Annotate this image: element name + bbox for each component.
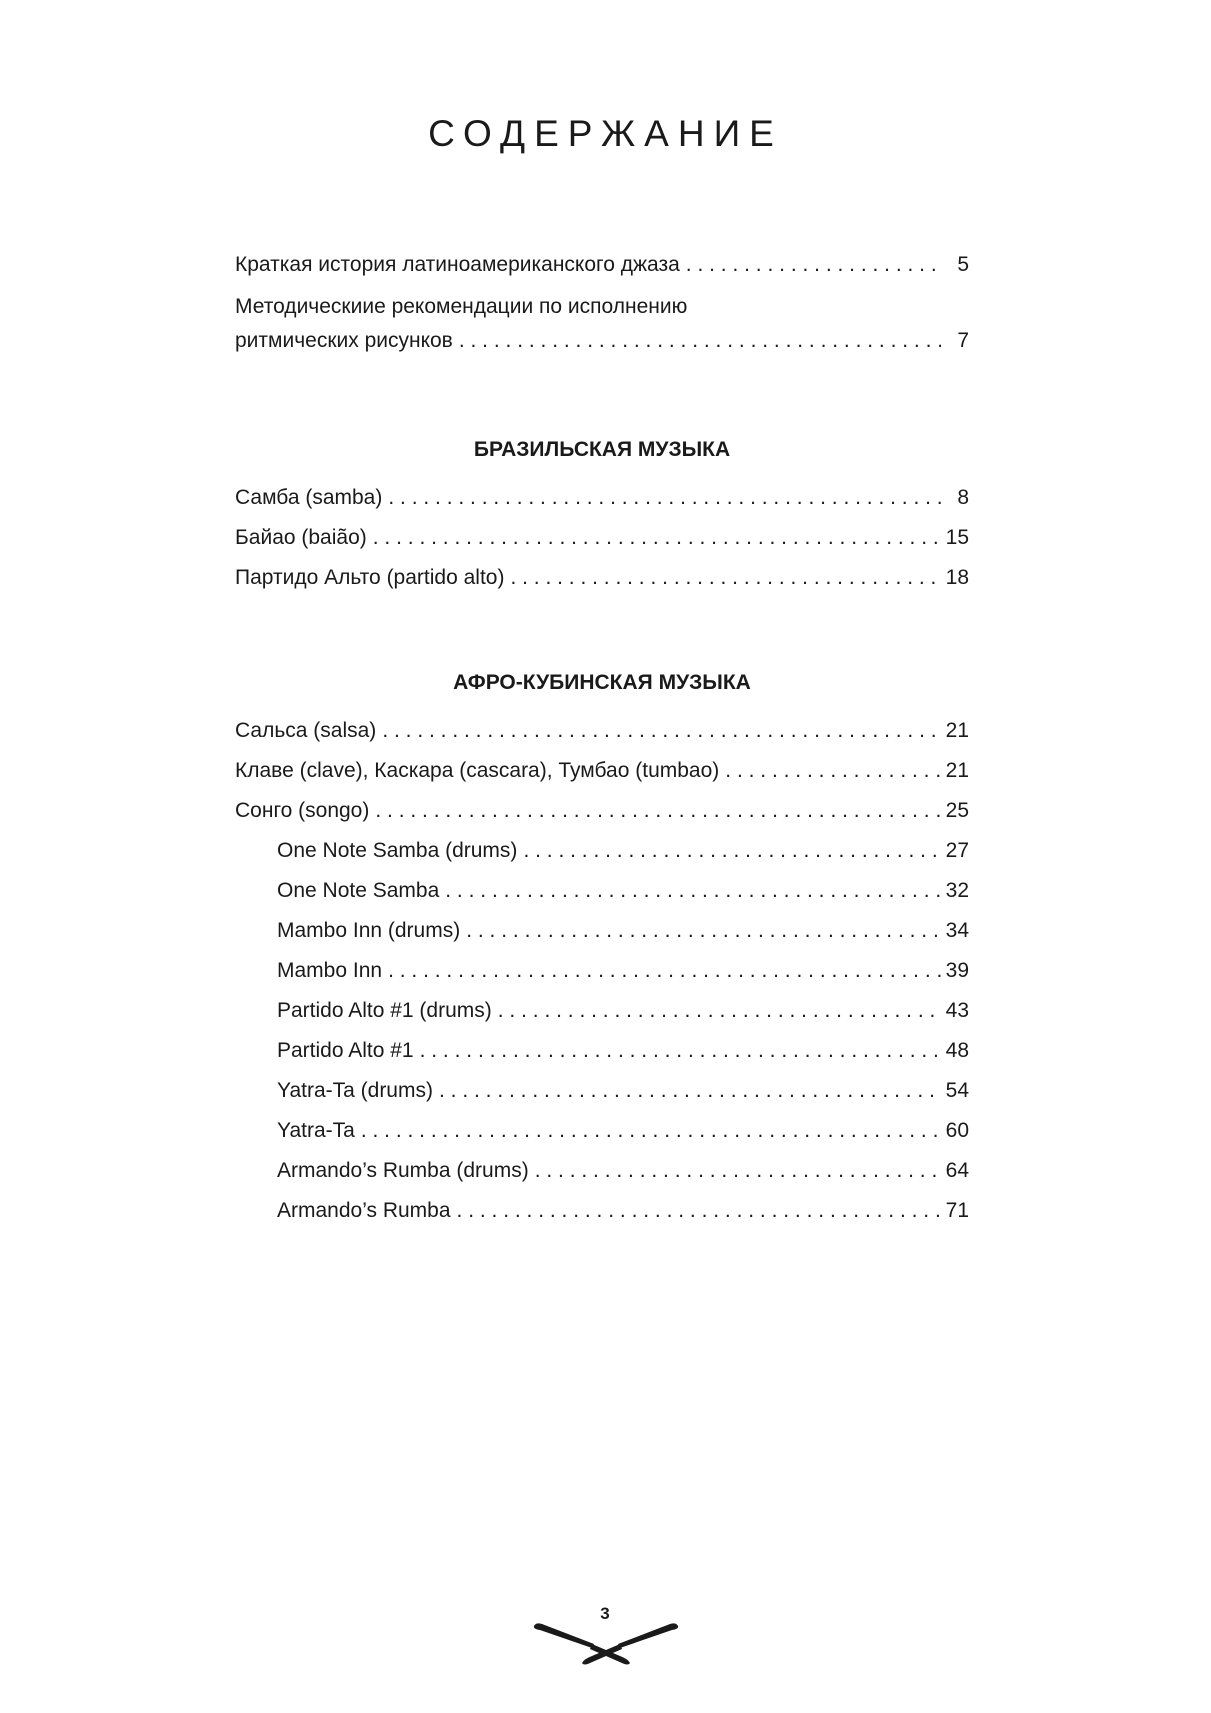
toc-entry-title: Mambo Inn [277, 959, 383, 982]
toc-entry-page: 18 [945, 566, 969, 589]
toc-entry-title: Partido Alto #1 (drums) [277, 999, 492, 1022]
toc-entry-page: 25 [945, 799, 969, 822]
toc-entry[interactable] [235, 565, 969, 605]
toc-entry-line [235, 328, 969, 358]
toc-entry-page: 5 [957, 253, 969, 276]
dot-leader [388, 485, 941, 511]
toc-entry-title: Partido Alto #1 [277, 1039, 414, 1062]
toc-entry-title: Партидо Альто (partido alto) [235, 566, 505, 589]
toc-entry-page: 43 [945, 999, 969, 1022]
dot-leader [457, 1198, 941, 1224]
dot-leader [373, 525, 941, 551]
dot-leader [535, 1158, 941, 1184]
dot-leader [445, 878, 941, 904]
dot-leader [466, 918, 941, 944]
toc-entry-page: 21 [945, 759, 969, 782]
toc-brazil-section [235, 485, 969, 605]
toc-subentry[interactable] [235, 918, 969, 958]
toc-entry-page: 8 [957, 486, 969, 509]
dot-leader [375, 798, 941, 824]
toc-subentry[interactable] [235, 958, 969, 998]
toc-entry-title: Сальса (salsa) [235, 719, 377, 742]
toc-entry-title: Сонго (songo) [235, 799, 370, 822]
toc-subentry[interactable] [235, 838, 969, 878]
toc-entry-page: 34 [945, 919, 969, 942]
toc-entry-page: 71 [945, 1199, 969, 1222]
section-heading-afro-cuban: АФРО-КУБИНСКАЯ МУЗЫКА [453, 671, 751, 694]
toc-entry-page: 39 [945, 959, 969, 982]
toc-entry-title: Клаве (clave), Каскара (cascara), Тумбао (tumbao) [235, 759, 720, 782]
toc-entry-title: Mambo Inn (drums) [277, 919, 461, 942]
toc-entry-page: 64 [945, 1159, 969, 1182]
toc-entry-page: 54 [945, 1079, 969, 1102]
toc-entry-title: Yatra-Ta [277, 1119, 355, 1142]
toc-subentry[interactable] [235, 1118, 969, 1158]
toc-afro-cuban-section [235, 718, 969, 1238]
toc-entry-title: Armando’s Rumba [277, 1199, 451, 1222]
dot-leader [510, 565, 941, 591]
toc-subentry[interactable] [235, 1038, 969, 1078]
toc-entry[interactable] [235, 758, 969, 798]
dot-leader [498, 998, 941, 1024]
page-title: СОДЕРЖАНИЕ [428, 113, 783, 154]
dot-leader [459, 328, 941, 354]
toc-entry-page: 32 [945, 879, 969, 902]
toc-entry[interactable] [235, 294, 969, 358]
toc-entry-title: One Note Samba (drums) [277, 839, 518, 862]
crossed-drumsticks-icon [528, 1608, 684, 1672]
toc-entry-title: Краткая история латиноамериканского джаза [235, 253, 680, 276]
toc-entry-page: 15 [945, 526, 969, 549]
drumstick-left [534, 1623, 630, 1664]
toc-subentry[interactable] [235, 1158, 969, 1198]
toc-entry-title: Методическиие рекомендации по исполнению [235, 295, 688, 318]
toc-entry-page: 60 [945, 1119, 969, 1142]
toc-subentry[interactable] [235, 1198, 969, 1238]
toc-entry[interactable] [235, 525, 969, 565]
toc-entry-page: 21 [945, 719, 969, 742]
toc-subentry[interactable] [235, 1078, 969, 1118]
toc-subentry[interactable] [235, 998, 969, 1038]
toc-entry-title: Самба (samba) [235, 486, 383, 509]
toc-entry-title: Yatra-Ta (drums) [277, 1079, 433, 1102]
drumstick-right [582, 1623, 678, 1664]
dot-leader [439, 1078, 941, 1104]
page-number: 3 [600, 1604, 610, 1623]
toc-entry-page: 27 [945, 839, 969, 862]
toc-entry-title: Armando’s Rumba (drums) [277, 1159, 529, 1182]
dot-leader [382, 718, 941, 744]
dot-leader [523, 838, 941, 864]
dot-leader [725, 758, 941, 784]
dot-leader [686, 252, 941, 278]
toc-entry[interactable] [235, 798, 969, 838]
section-heading-brazil: БРАЗИЛЬСКАЯ МУЗЫКА [473, 438, 731, 461]
dot-leader [420, 1038, 941, 1064]
dot-leader [361, 1118, 941, 1144]
toc-entry-page: 7 [957, 329, 969, 352]
toc-intro-section [235, 252, 969, 358]
toc-subentry[interactable] [235, 878, 969, 918]
toc-entry-title-cont: ритмических рисунков [235, 329, 453, 352]
toc-entry[interactable] [235, 485, 969, 525]
toc-entry-title: Байао (baião) [235, 526, 367, 549]
toc-entry-page: 48 [945, 1039, 969, 1062]
toc-entry[interactable] [235, 252, 969, 292]
toc-entry[interactable] [235, 718, 969, 758]
dot-leader [388, 958, 941, 984]
toc-entry-title: One Note Samba [277, 879, 440, 902]
